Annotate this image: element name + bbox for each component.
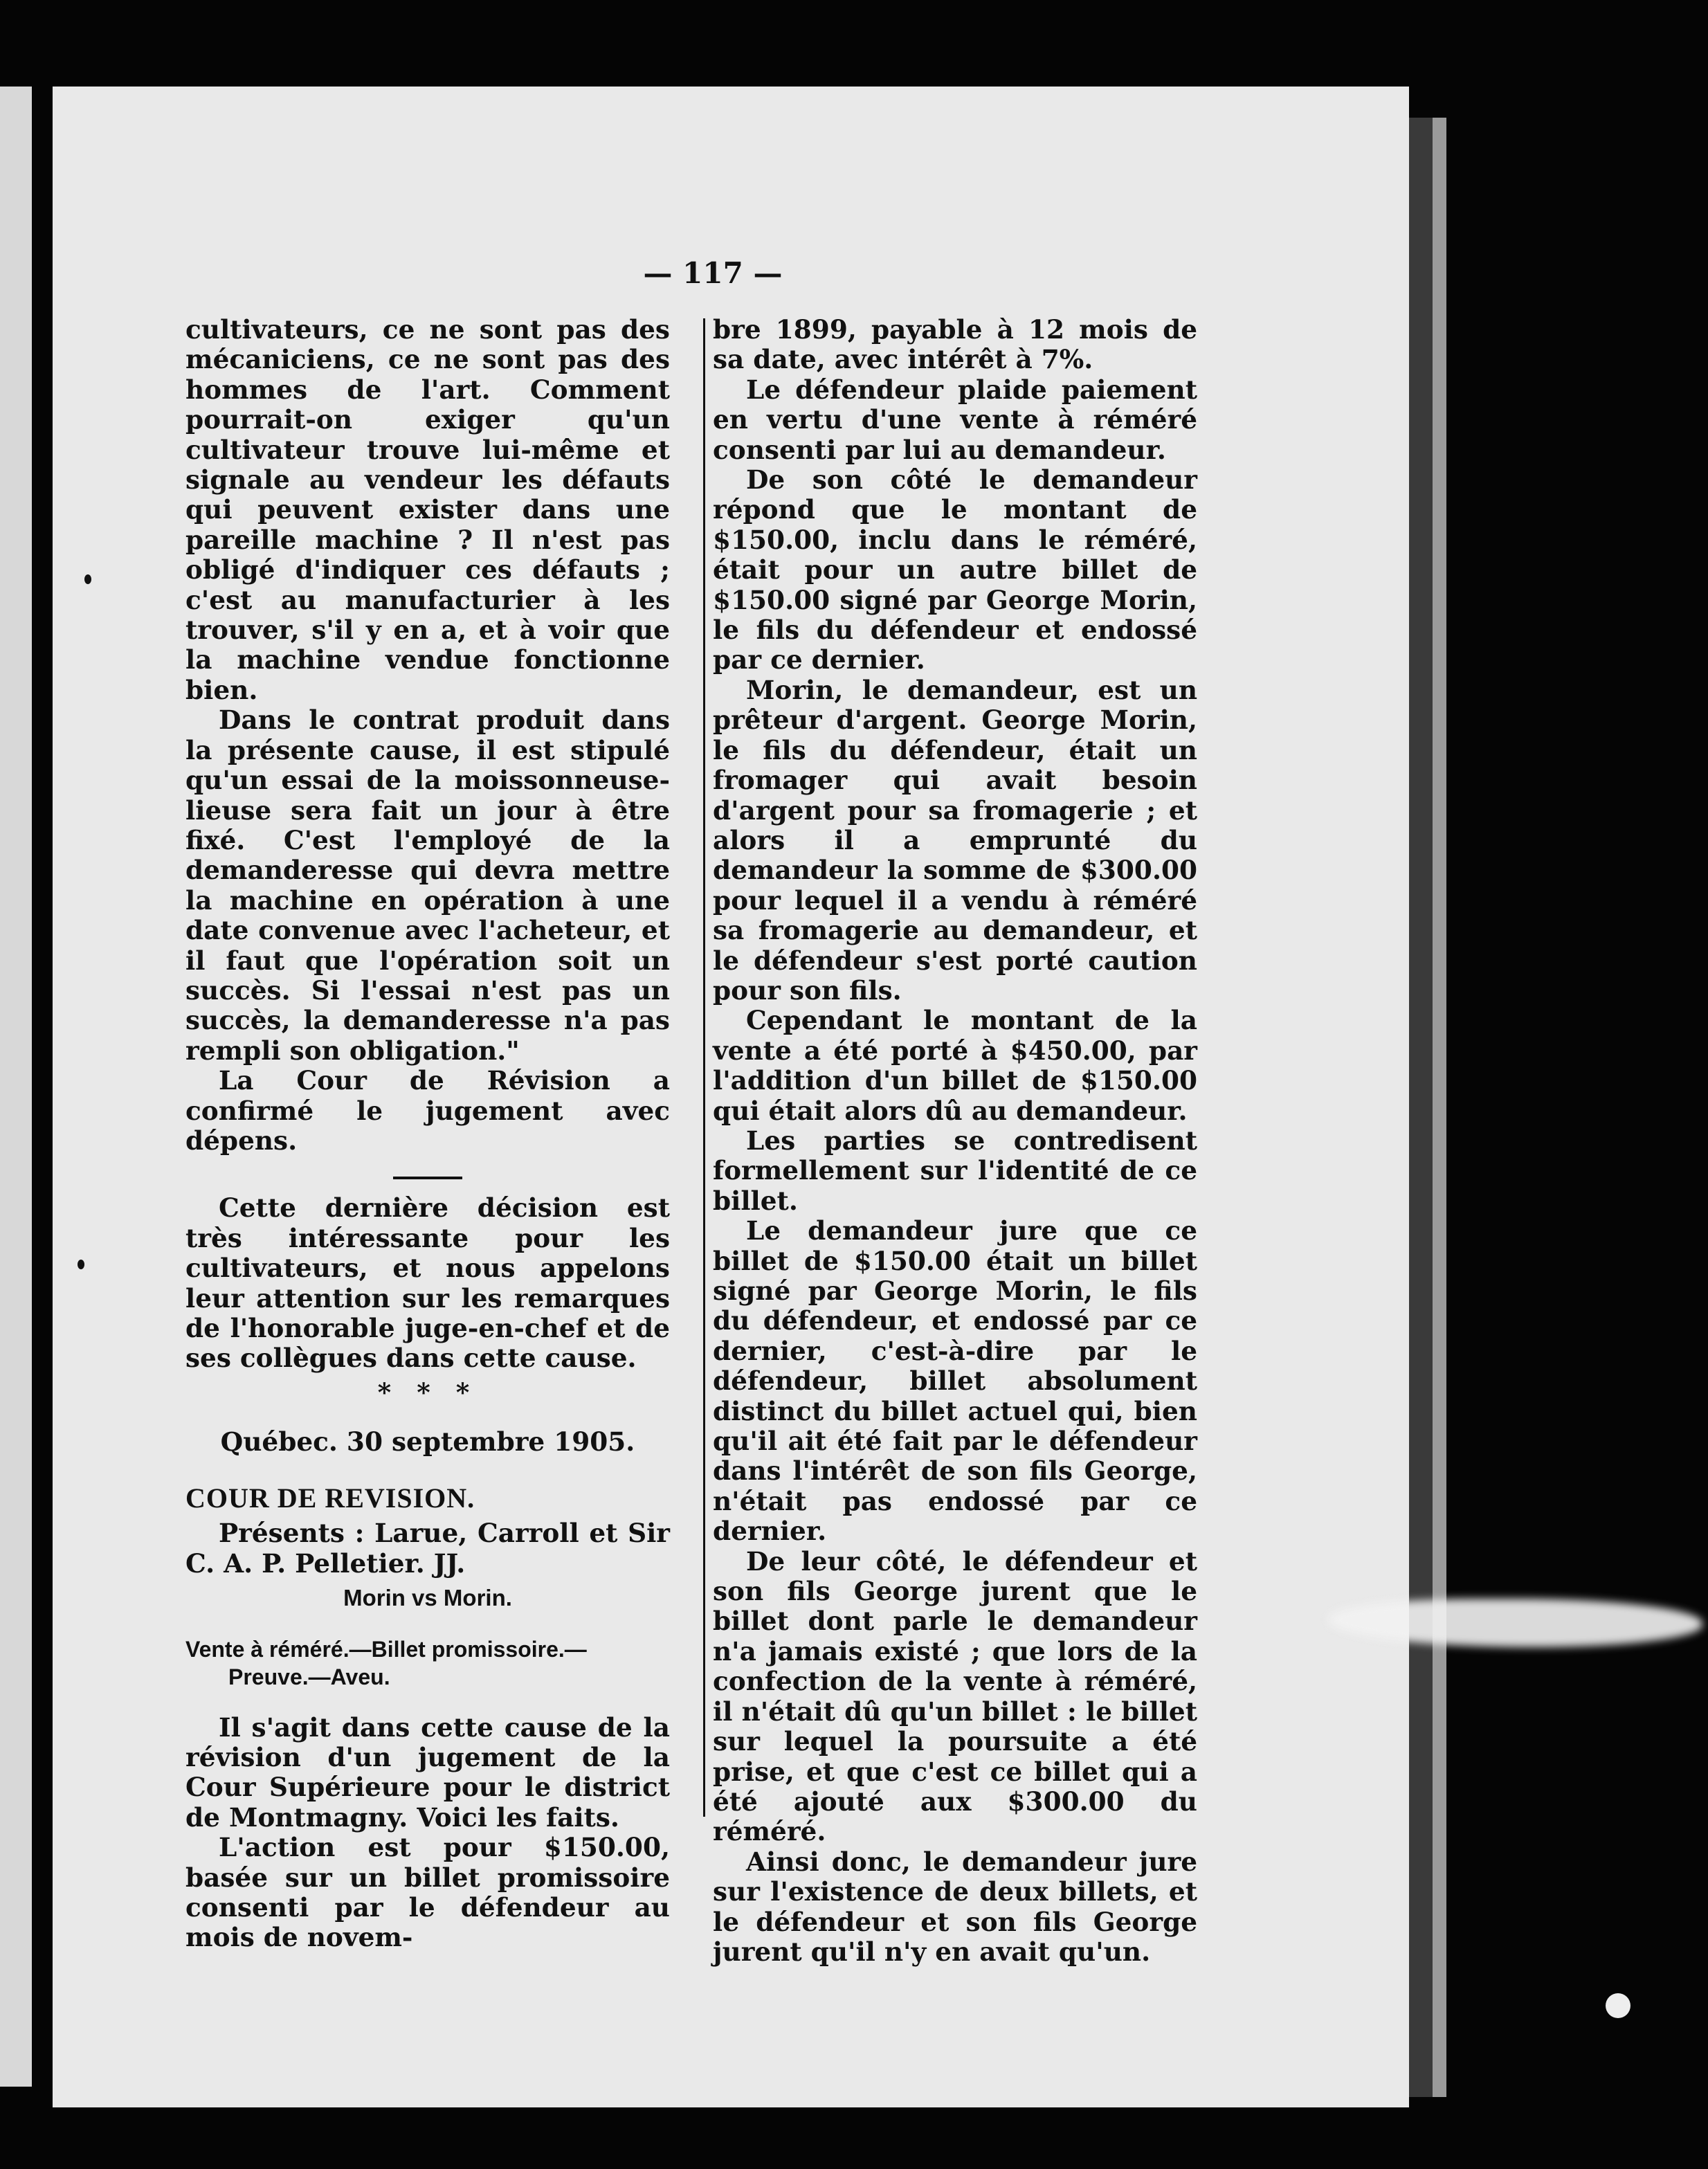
page-binding-edge — [1433, 118, 1446, 2097]
paragraph: Les parties se contredisent formellement sur l'identité de ce billet. — [713, 1125, 1197, 1216]
left-column — [185, 315, 670, 1953]
paragraph: De leur côté, le défendeur et son fils George jurent que le billet dont parle le demandeur n'a jamais existé ; que lors de la confection de la vente à réméré, il n'était dû qu'un billet : le billet sur lequel la poursuite a été prise, et que c'est ce billet qui a été ajouté aux $300.00 du réméré. — [713, 1545, 1197, 1847]
page-number: — 117 — — [643, 256, 783, 290]
asterisks-separator: * * * — [377, 1377, 478, 1408]
page-binding-shadow — [1409, 118, 1433, 2097]
scan-spot — [1606, 1993, 1630, 2018]
margin-mark — [84, 574, 91, 584]
subject-line: Vente à réméré.—Billet promissoire.— — [185, 1636, 587, 1662]
paragraph: Morin, le demandeur, est un prêteur d'argent. George Morin, le fils du défendeur, était un fromager qui avait besoin d'argent pour sa fromagerie ; et alors il a emprunté du demandeur la somme de $300.00 pour lequel il a vendu à réméré sa fromagerie au demandeur, et le défendeur s'est porté caution pour son fils. — [713, 674, 1197, 1006]
paragraph: L'action est pour $150.00, basée sur un billet promissoire consenti par le défendeur au mois de novem- — [185, 1832, 670, 1953]
section-rule — [393, 1177, 462, 1179]
case-title: Morin vs Morin. — [343, 1585, 512, 1611]
right-column — [713, 315, 1197, 1967]
paragraph: La Cour de Révision a confirmé le jugement avec dépens. — [185, 1065, 670, 1156]
paragraph: Dans le contrat produit dans la présente cause, il est stipulé qu'un essai de la moissonneuse-lieuse sera fait un jour à être fixé. C'est l'employé de la demanderesse qui devra mettre la machine en opération à une date convenue avec l'acheteur, et il faut que l'opération soit un succès. Si l'essai n'est pas un succès, la demanderesse n'a pas rempli son obligation." — [185, 705, 670, 1066]
court-heading: COUR DE REVISION. — [185, 1482, 475, 1514]
judges-present: Présents : Larue, Carroll et Sir C. A. P. Pelletier. JJ. — [185, 1518, 670, 1579]
paragraph: bre 1899, payable à 12 mois de sa date, avec intérêt à 7%. — [713, 314, 1197, 375]
paragraph: Il s'agit dans cette cause de la révision d'un jugement de la Cour Supérieure pour le district de Montmagny. Voici les faits. — [185, 1712, 670, 1833]
paragraph: Le défendeur plaide paiement en vertu d'une vente à réméré consenti par lui au demandeur. — [713, 374, 1197, 465]
paragraph: Le demandeur jure que ce billet de $150.00 était un billet signé par George Morin, le fils du défendeur, et endossé par ce dernier, c'est-à-dire par le défendeur, billet absolument distinct du billet actuel qui, bien qu'il ait été fait par le défendeur dans l'intérêt de son fils George, n'était pas endossé par ce dernier. — [713, 1215, 1197, 1547]
paragraph: Cependant le montant de la vente a été porté à $450.00, par l'addition d'un billet de $150.00 qui était alors dû au demandeur. — [713, 1005, 1197, 1126]
paragraph: De son côté le demandeur répond que le montant de $150.00, inclu dans le réméré, était pour un autre billet de $150.00 signé par George Morin, le fils du défendeur et endossé par ce dernier. — [713, 464, 1197, 675]
subject-line: Preuve.—Aveu. — [228, 1664, 390, 1689]
dateline: Québec. 30 septembre 1905. — [220, 1426, 635, 1458]
column-divider — [703, 318, 705, 1817]
paragraph: Ainsi donc, le demandeur jure sur l'existence de deux billets, et le défendeur et son fils George jurent qu'il n'y en avait qu'un. — [713, 1846, 1197, 1967]
adjacent-page-edge — [0, 87, 32, 2087]
case-subject — [185, 1635, 670, 1691]
paragraph: cultivateurs, ce ne sont pas des mécaniciens, ce ne sont pas des hommes de l'art. Comment pourrait-on exiger qu'un cultivateur trouve lui-même et signale au vendeur les défauts qui peuvent exister dans une pareille machine ? Il n'est pas obligé d'indiquer ces défauts ; c'est au manufacturier à les trouver, s'il y en a, et à voir que la machine vendue fonctionne bien. — [185, 314, 670, 705]
margin-mark — [78, 1260, 84, 1269]
paragraph: Cette dernière décision est très intéressante pour les cultivateurs, et nous appelons leur attention sur les remarques de l'honorable juge-en-chef et de ses collègues dans cette cause. — [185, 1192, 670, 1374]
